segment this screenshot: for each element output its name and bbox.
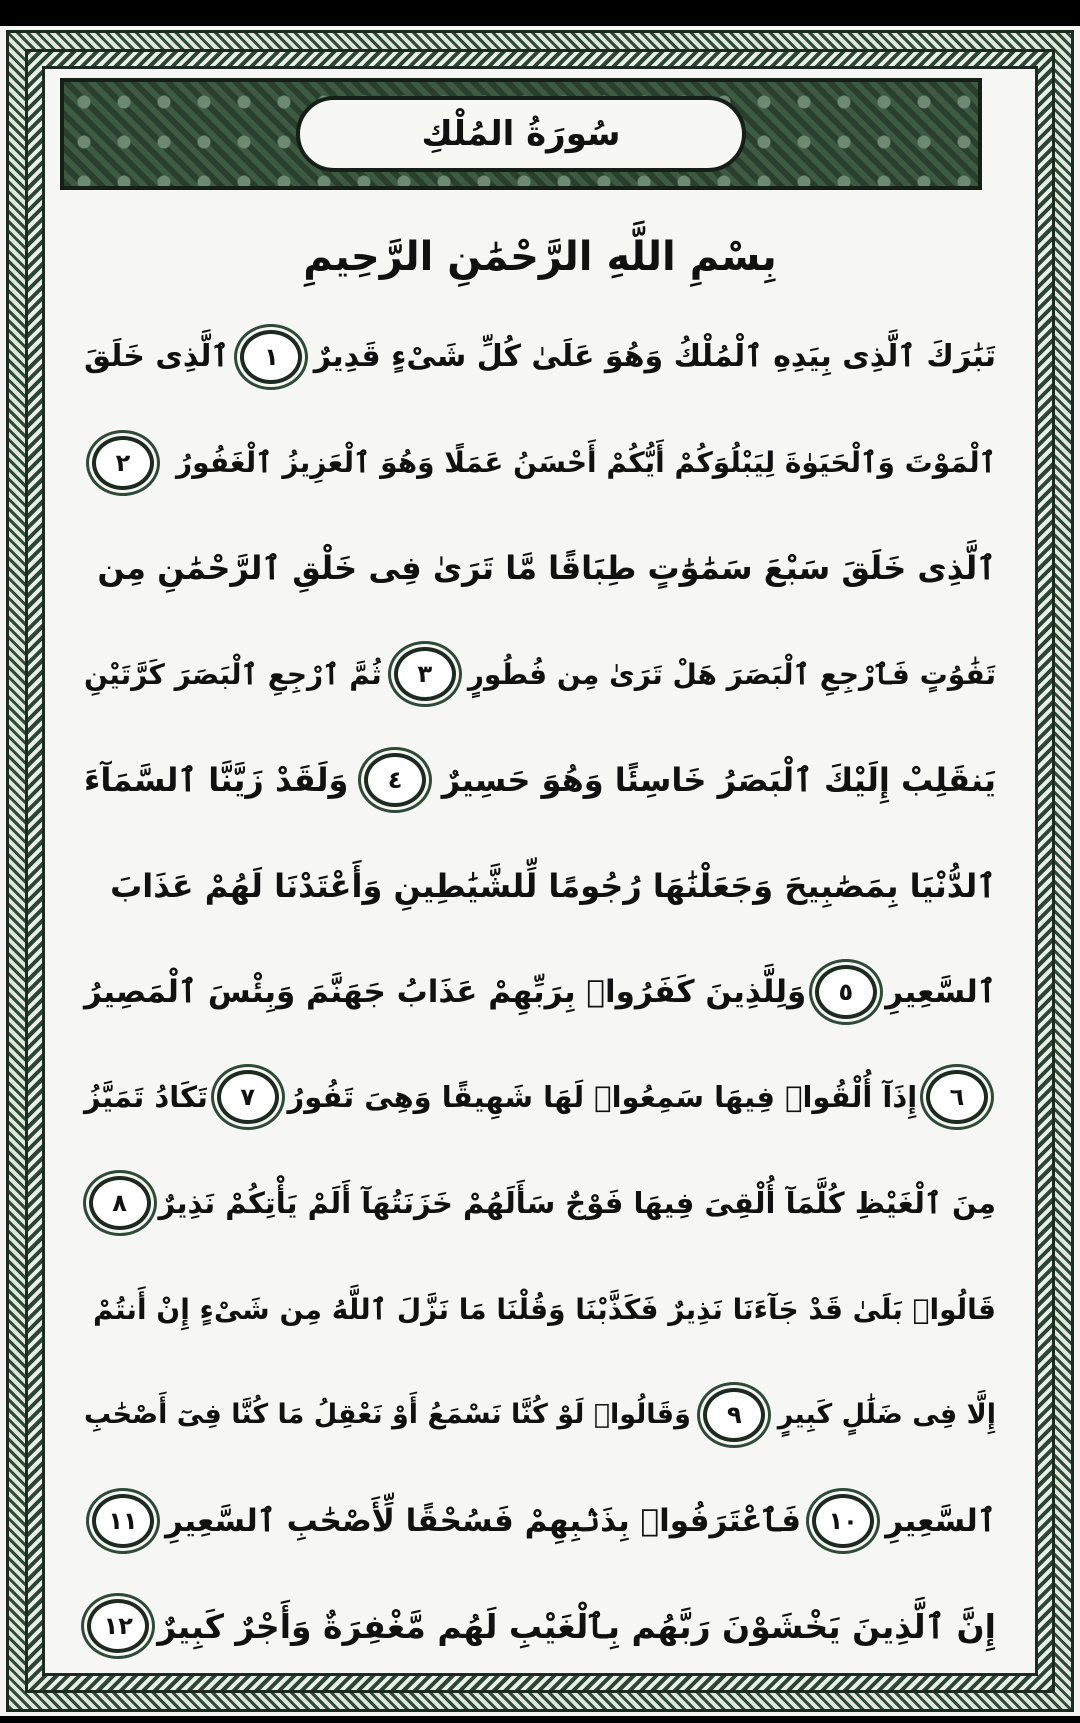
verse-text: إِلَّا فِى ضَلَٰلٍ كَبِيرٍ — [777, 1399, 996, 1431]
verse-text: ٱلْمَوْتَ وَٱلْحَيَوٰةَ لِيَبْلُوَكُمْ أَيُّكُمْ أَحْسَنُ عَمَلًا وَهُوَ ٱلْعَزِيزُ ٱلْغَفُورُ — [176, 446, 996, 480]
ayah-number-marker: ١ — [240, 330, 302, 384]
verse-line — [84, 1468, 996, 1574]
verse-text: وَقَالُوا۟ لَوْ كُنَّا نَسْمَعُ أَوْ نَعْقِلُ مَا كُنَّا فِىٓ أَصْحَٰبِ — [84, 1399, 691, 1431]
verse-line — [84, 833, 996, 939]
verse-line — [84, 410, 996, 516]
verse-text: ٱلدُّنْيَا بِمَصَٰبِيحَ وَجَعَلْنَٰهَا رُجُومًا لِّلشَّيَٰطِينِ وَأَعْتَدْنَا لَهُمْ عَذَابَ — [110, 866, 996, 905]
verse-text: تَفَٰوُتٍ فَٱرْجِعِ ٱلْبَصَرَ هَلْ تَرَىٰ مِن فُطُورٍ — [467, 657, 996, 691]
verse-line — [84, 1150, 996, 1256]
basmala: بِسْمِ اللَّهِ الرَّحْمَٰنِ الرَّحِيمِ — [303, 234, 777, 280]
verse-line — [84, 1256, 996, 1362]
surah-title-cartouche — [296, 96, 746, 172]
verse-lines — [84, 304, 996, 1679]
verse-text: إِنَّ ٱلَّذِينَ يَخْشَوْنَ رَبَّهُم بِٱلْغَيْبِ لَهُم مَّغْفِرَةٌ وَأَجْرٌ كَبِيرٌ — [157, 1606, 996, 1646]
ayah-number-marker: ٧ — [217, 1070, 279, 1124]
ayah-number-marker: ٥ — [815, 965, 877, 1019]
verse-text: فَٱعْتَرَفُوا۟ بِذَنۢبِهِمْ فَسُحْقًا لِّأَصْحَٰبِ ٱلسَّعِيرِ — [165, 1502, 802, 1539]
ayah-number-marker: ١٠ — [812, 1494, 874, 1548]
verse-text: مِنَ ٱلْغَيْظِ كُلَّمَآ أُلْقِىَ فِيهَا فَوْجٌ سَأَلَهُمْ خَزَنَتُهَآ أَلَمْ يَأْتِكُمْ نَذِيرٌ — [158, 1186, 996, 1221]
ayah-number-marker: ١٢ — [87, 1599, 149, 1653]
ayah-number-marker: ٩ — [703, 1388, 765, 1442]
surah-title: سُورَةُ المُلْكِ — [421, 114, 621, 154]
ayah-number-marker: ٤ — [364, 753, 426, 807]
verse-line — [84, 727, 996, 833]
verse-text: وَلِلَّذِينَ كَفَرُوا۟ بِرَبِّهِمْ عَذَابُ جَهَنَّمَ وَبِئْسَ ٱلْمَصِيرُ — [84, 973, 807, 1010]
verse-line — [84, 516, 996, 622]
verse-text: وَلَقَدْ زَيَّنَّا ٱلسَّمَآءَ — [84, 761, 349, 800]
ayah-number-marker: ٨ — [89, 1176, 151, 1230]
ayah-number-marker: ١١ — [92, 1494, 154, 1548]
verse-text: ٱلَّذِى خَلَقَ سَبْعَ سَمَٰوَٰتٍ طِبَاقًا مَّا تَرَىٰ فِى خَلْقِ ٱلرَّحْمَٰنِ مِن — [97, 549, 996, 588]
verse-text: ثُمَّ ٱرْجِعِ ٱلْبَصَرَ كَرَّتَيْنِ — [84, 657, 382, 691]
verse-text: تَبَٰرَكَ ٱلَّذِى بِيَدِهِ ٱلْمُلْكُ وَهُوَ عَلَىٰ كُلِّ شَىْءٍ قَدِيرٌ — [313, 339, 996, 375]
verse-line — [84, 1574, 996, 1680]
ayah-number-marker: ٦ — [926, 1070, 988, 1124]
ayah-number-marker: ٣ — [394, 647, 456, 701]
verse-text: تَكَادُ تَمَيَّزُ — [84, 1080, 208, 1115]
verse-text: ٱلَّذِى خَلَقَ — [84, 339, 230, 375]
verse-text: يَنقَلِبْ إِلَيْكَ ٱلْبَصَرُ خَاسِئًا وَهُوَ حَسِيرٌ — [441, 761, 996, 800]
verse-line — [84, 1362, 996, 1468]
mushaf-page — [0, 26, 1080, 1716]
verse-line — [84, 939, 996, 1045]
verse-text: ٱلسَّعِيرِ — [885, 1502, 996, 1539]
verse-text: ٱلسَّعِيرِ — [885, 973, 996, 1010]
surah-header-banner — [60, 78, 982, 190]
ayah-number-marker: ٢ — [92, 436, 154, 490]
verse-text: إِذَآ أُلْقُوا۟ فِيهَا سَمِعُوا۟ لَهَا شَهِيقًا وَهِىَ تَفُورُ — [287, 1080, 918, 1115]
verse-line — [84, 304, 996, 410]
verse-text: قَالُوا۟ بَلَىٰ قَدْ جَآءَنَا نَذِيرٌ فَكَذَّبْنَا وَقُلْنَا مَا نَزَّلَ ٱللَّهُ مِن شَىْءٍ إِنْ أَنتُمْ — [93, 1292, 996, 1326]
verse-line — [84, 1045, 996, 1151]
verse-line — [84, 621, 996, 727]
